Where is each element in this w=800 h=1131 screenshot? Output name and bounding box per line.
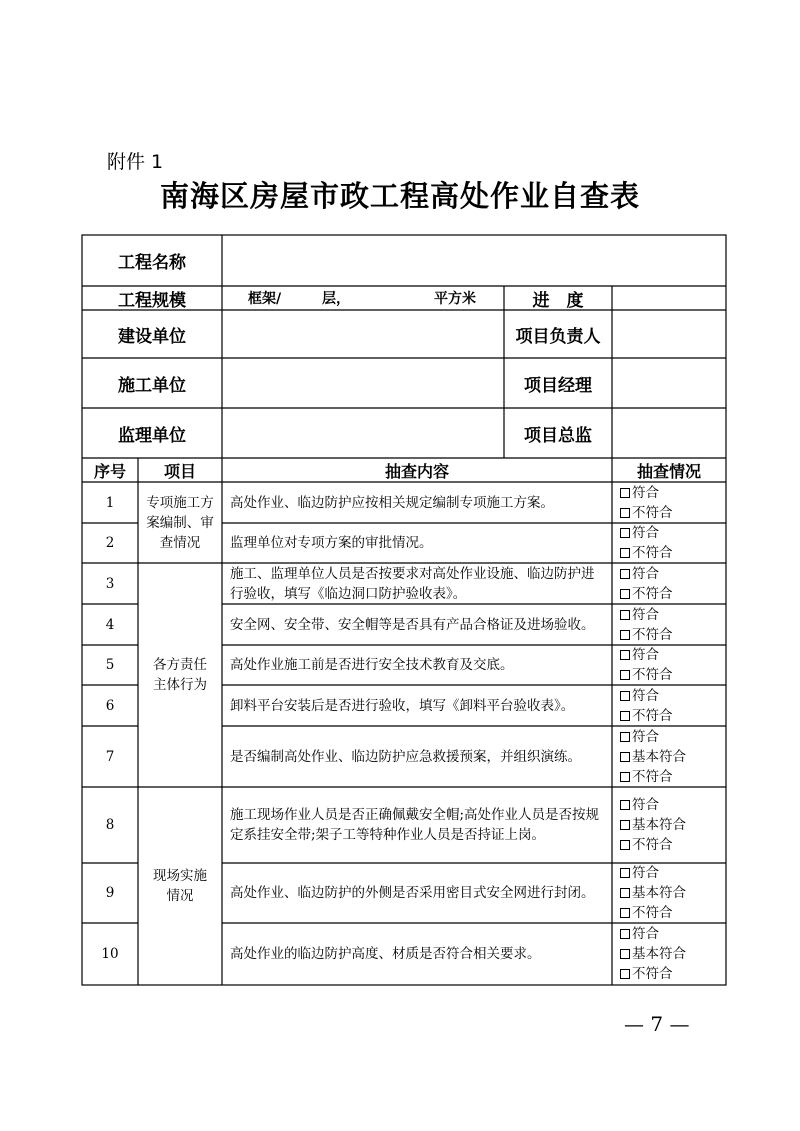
checkbox[interactable] [620,888,630,898]
status-option-label: 基本符合 [632,817,686,833]
row-content: 高处作业的临边防护高度、材质是否符合相关要求。 [230,946,541,962]
row-content: 高处作业、临边防护的外侧是否采用密目式安全网进行封闭。 [230,885,595,901]
chief-supervisor-field[interactable] [612,408,726,458]
status-option[interactable] [620,706,673,726]
status-option-label: 不符合 [632,707,673,724]
row-number: 10 [101,946,119,962]
project-manager-field[interactable] [612,358,726,408]
status-option-label: 不符合 [632,504,673,521]
status-option-label: 符合 [632,926,659,942]
status-option[interactable] [620,883,686,903]
checkbox[interactable] [620,732,630,742]
status-option-label: 符合 [632,797,659,813]
supervisor-unit-label: 监理单位 [118,425,186,446]
row-content: 安全网、安全带、安全帽等是否具有产品合格证及进场验收。 [230,616,595,633]
status-option[interactable] [620,924,659,944]
status-option-label: 不符合 [632,966,673,982]
row-status-options [612,523,726,563]
progress-label: 进 度 [532,290,584,310]
checkbox[interactable] [620,670,630,680]
header-status: 抽查情况 [636,461,701,481]
row-number: 8 [105,817,115,833]
status-option[interactable] [620,483,659,503]
row-status-options [612,563,726,604]
progress-field[interactable] [612,286,726,310]
row-status-options [612,923,726,985]
owner-unit-field[interactable] [222,310,504,358]
status-option[interactable] [620,964,673,984]
status-option[interactable] [620,523,659,543]
checkbox[interactable] [620,908,630,918]
status-option-label: 基本符合 [632,946,686,962]
status-option[interactable] [620,747,686,767]
checkbox[interactable] [620,711,630,721]
supervisor-unit-field[interactable] [222,408,504,458]
status-option-label: 不符合 [632,667,673,683]
status-option[interactable] [620,645,659,665]
status-option[interactable] [620,903,673,923]
status-option-label: 不符合 [632,837,673,853]
builder-unit-field[interactable] [222,358,504,408]
checkbox[interactable] [620,548,630,558]
row-status-options [612,645,726,685]
checkbox[interactable] [620,650,630,660]
project-scale-label: 工程规模 [118,290,186,310]
status-option-label: 符合 [632,687,659,704]
row-status-options [612,863,726,923]
row-number: 5 [105,657,115,673]
row-content: 高处作业、临边防护应按相关规定编制专项施工方案。 [230,494,554,511]
status-option[interactable] [620,543,673,563]
row-status-options [612,787,726,863]
document-title: 南海区房屋市政工程高处作业自查表 [159,179,640,213]
status-option[interactable] [620,686,659,706]
status-option[interactable] [620,584,673,604]
status-option-label: 不符合 [632,585,673,602]
page-number: — 7 — [624,1012,690,1036]
status-option-label: 不符合 [632,905,673,921]
checkbox[interactable] [620,691,630,701]
checkbox[interactable] [620,508,630,518]
header-item: 项目 [163,461,196,481]
status-option-label: 基本符合 [632,748,686,765]
status-option-label: 基本符合 [632,885,686,901]
checkbox[interactable] [620,488,630,498]
row-number: 1 [105,494,115,511]
row-content: 卸料平台安装后是否进行验收，填写《卸料平台验收表》。 [230,697,575,714]
status-option[interactable] [620,625,673,645]
row-number: 9 [105,885,115,901]
owner-unit-label: 建设单位 [118,326,186,347]
checkbox[interactable] [620,772,630,782]
checkbox[interactable] [620,929,630,939]
row-number: 3 [105,575,115,592]
header-seq: 序号 [93,461,126,481]
project-manager-label: 项目经理 [524,375,592,396]
checkbox[interactable] [620,949,630,959]
status-option[interactable] [620,767,673,787]
scale-frame-text: 框架/ [248,291,282,307]
row-status-options [612,685,726,726]
status-option[interactable] [620,727,659,747]
checkbox[interactable] [620,969,630,979]
group-responsibility: 各方责任主体行为 [153,657,207,693]
row-number: 4 [105,616,115,633]
project-scale-field[interactable] [222,286,504,310]
row-number: 2 [105,535,115,551]
group-plan-review: 专项施工方案编制、审查情况 [146,494,214,551]
checkbox[interactable] [620,800,630,810]
checkbox[interactable] [620,528,630,538]
row-number: 6 [105,697,115,714]
header-content: 抽查内容 [384,461,449,481]
scale-floor-text: 层， [322,291,350,307]
status-option[interactable] [620,863,659,883]
status-option-label: 符合 [632,728,659,745]
row-content: 施工现场作业人员是否正确佩戴安全帽;高处作业人员是否按规定系挂安全带;架子工等特种作业人员是否持证上岗。 [230,807,600,843]
project-name-label: 工程名称 [118,253,186,273]
builder-unit-label: 施工单位 [118,375,186,396]
row-status-options [612,726,726,787]
status-option[interactable] [620,815,686,835]
status-option[interactable] [620,795,659,815]
status-option-label: 不符合 [632,768,673,785]
checkbox[interactable] [620,820,630,830]
status-option-label: 符合 [632,865,659,881]
status-option[interactable] [620,605,659,625]
checkbox[interactable] [620,610,630,620]
checkbox[interactable] [620,630,630,640]
status-option[interactable] [620,944,686,964]
status-option-label: 符合 [632,606,659,623]
checkbox[interactable] [620,752,630,762]
row-status-options [612,482,726,523]
status-option-label: 符合 [632,525,659,541]
row-content: 监理单位对专项方案的审批情况。 [230,535,433,551]
project-name-field[interactable] [222,235,726,286]
status-option-label: 不符合 [632,626,673,643]
status-option[interactable] [620,835,673,855]
row-content: 是否编制高处作业、临边防护应急救援预案，并组织演练。 [230,748,581,765]
checkbox[interactable] [620,840,630,850]
status-option-label: 符合 [632,565,659,582]
scale-area-text: 平方米 [434,291,476,307]
chief-supervisor-label: 项目总监 [524,425,592,446]
project-lead-label: 项目负责人 [515,326,601,347]
project-lead-field[interactable] [612,310,726,358]
status-option-label: 符合 [632,647,659,663]
status-option[interactable] [620,564,659,584]
checkbox[interactable] [620,569,630,579]
row-status-options [612,604,726,645]
row-content: 施工、监理单位人员是否按要求对高处作业设施、临边防护进行验收，填写《临边洞口防护验收表》。 [230,565,595,602]
row-number: 7 [105,748,115,765]
status-option-label: 不符合 [632,545,673,561]
checkbox[interactable] [620,868,630,878]
status-option[interactable] [620,503,673,523]
attachment-label: 附件 1 [107,151,164,173]
row-content: 高处作业施工前是否进行安全技术教育及交底。 [230,657,514,673]
status-option-label: 符合 [632,484,659,501]
checkbox[interactable] [620,589,630,599]
group-site-implementation: 现场实施情况 [153,868,207,904]
status-option[interactable] [620,665,673,685]
